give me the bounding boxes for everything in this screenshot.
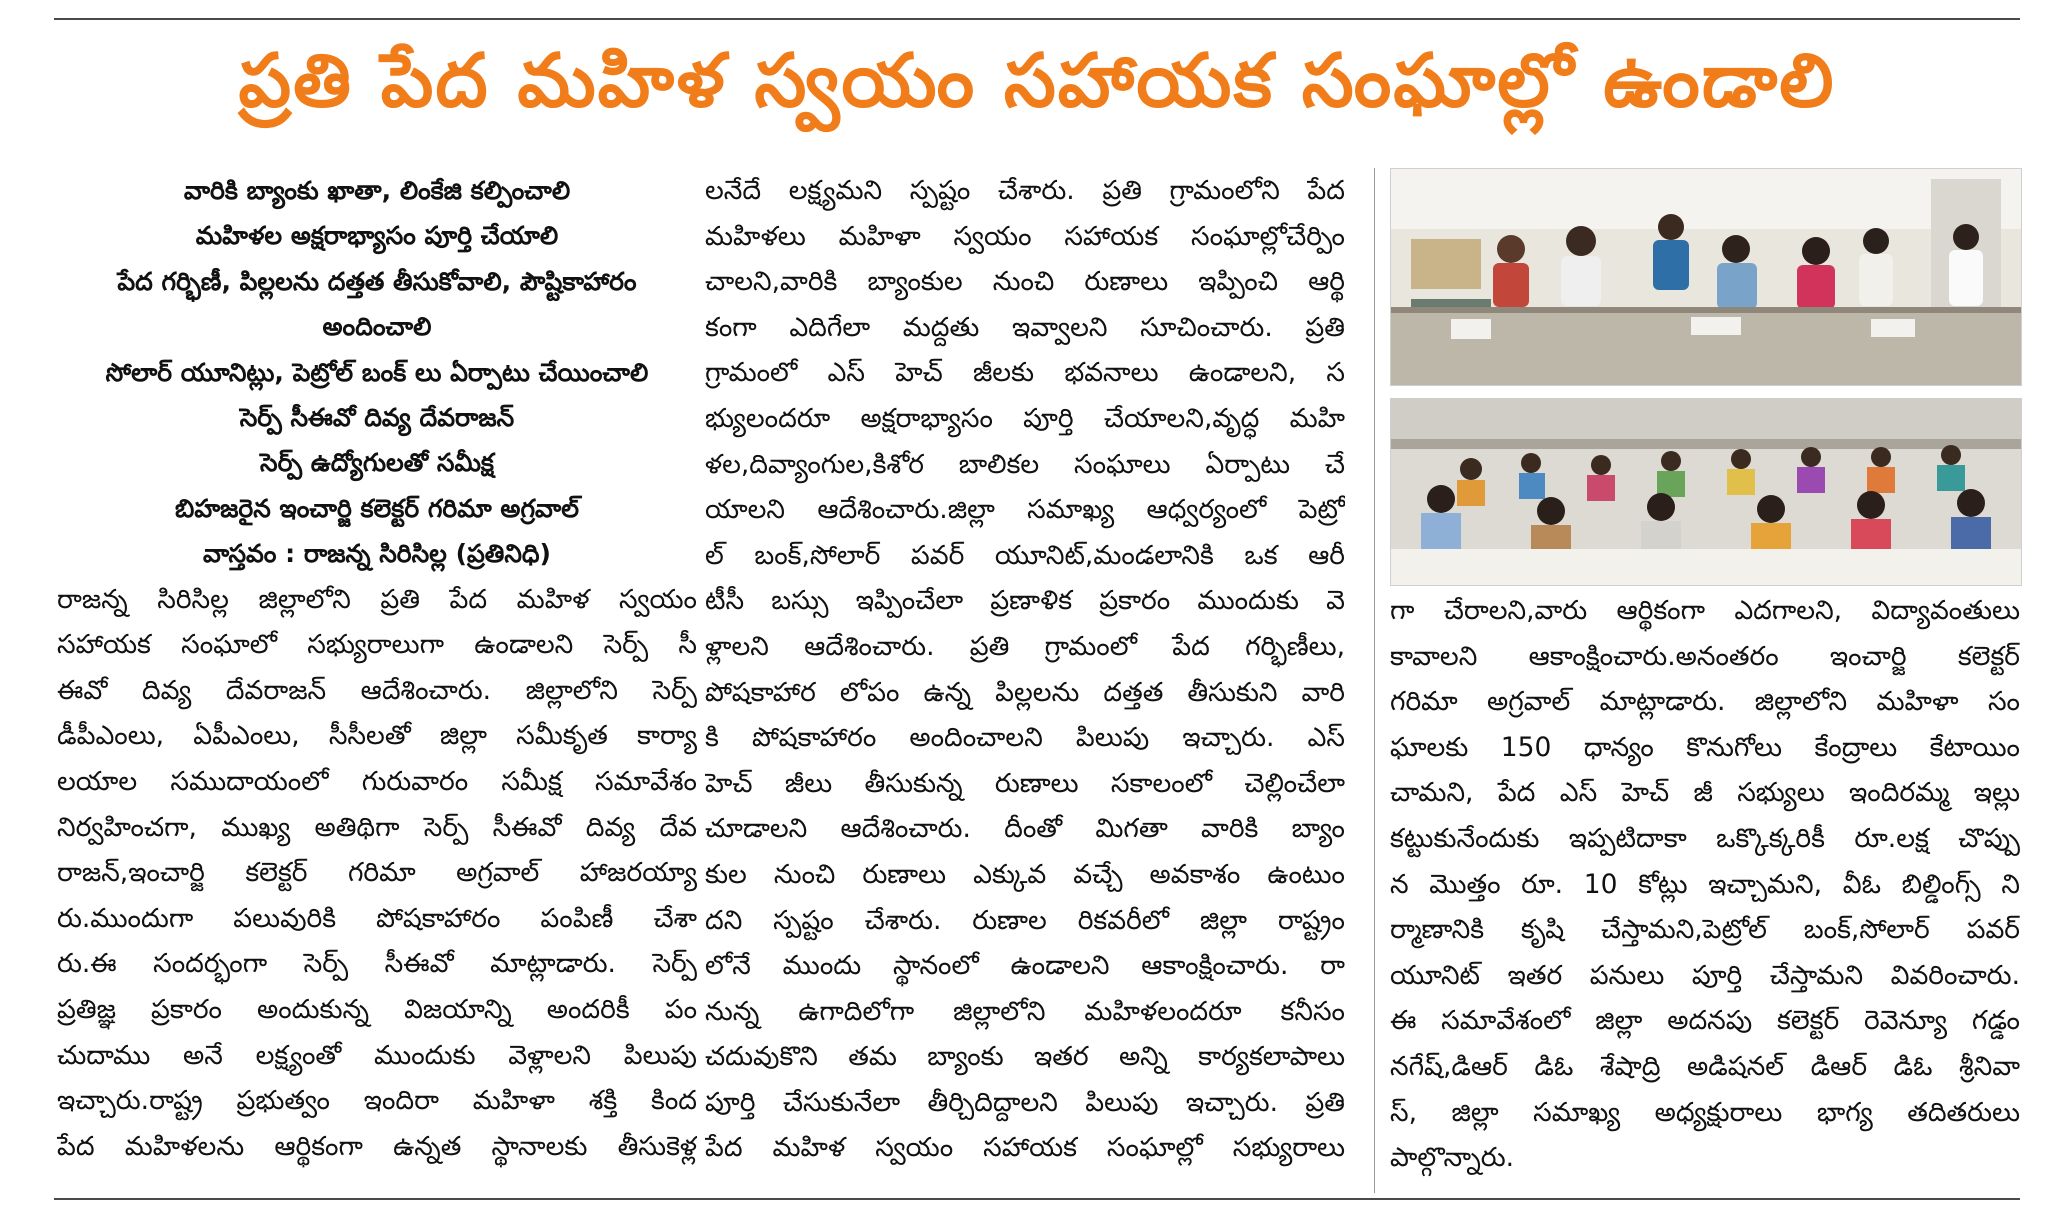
- body-line: యూనిట్ ఇతర పనులు పూర్తి చేస్తామని వివరించారు.: [1390, 959, 2020, 991]
- body-line: రాజన్,ఇంచార్జి కలెక్టర్ గరిమా అగ్రవాల్ హాజరయ్యా: [57, 857, 697, 889]
- body-line: లనేదే లక్ష్యమని స్పష్టం చేశారు. ప్రతి గ్రామంలోని పేద: [705, 175, 1345, 206]
- body-line: ఈ సమావేశంలో జిల్లా అదనపు కలెక్టర్ రెవెన్యూ గడ్డం: [1390, 1005, 2020, 1037]
- dateline: వాస్తవం : రాజన్న సిరిసిల్ల (ప్రతినిధి): [203, 539, 551, 569]
- body-line: రు.ముందుగా పలువురికి పోషకాహారం పంపిణీ చేశా: [57, 902, 697, 934]
- body-line: పూర్తి చేసుకునేలా తీర్చిదిద్దాలని పిలుపు ఇచ్చారు. ప్రతి: [705, 1086, 1345, 1118]
- meeting-photo-2: [1391, 399, 2021, 585]
- body-line: గ్రామంలో ఎస్ హెచ్ జీలకు భవనాలు ఉండాలని, స: [705, 357, 1345, 389]
- body-line: కంగా ఎదిగేలా మద్దతు ఇవ్వాలని సూచించారు. ప్రతి: [705, 311, 1345, 343]
- subhead: వారికి బ్యాంకు ఖాతా, లింకేజి కల్పించాలి: [183, 176, 571, 205]
- subhead: సెర్ప్ ఉద్యోగులతో సమీక్ష: [260, 448, 494, 478]
- body-line: పేద మహిళ స్వయం సహాయక సంఘాల్లో సభ్యురాలు: [705, 1132, 1345, 1164]
- meeting-photo-1: [1391, 169, 2021, 385]
- body-line: ప్రతిజ్ఞ ప్రకారం అందుకున్న విజయాన్ని అందరికీ పం: [57, 994, 697, 1025]
- body-line: న మొత్తం రూ. 10 కోట్లు ఇచ్చామని, వీఓ బిల్డింగ్స్ ని: [1390, 868, 2020, 900]
- body-line: పాల్గొన్నారు.: [1390, 1142, 1515, 1174]
- body-line: టీసీ బస్సు ఇప్పించేలా ప్రణాళిక ప్రకారం ముందుకు వె: [705, 585, 1345, 617]
- body-line: లయాల సముదాయంలో గురువారం సమీక్ష సమావేశం: [57, 766, 697, 798]
- subhead: బిహజరైన ఇంచార్జి కలెక్టర్ గరిమా అగ్రవాల్: [175, 493, 579, 523]
- body-line: చుదాము అనే లక్ష్యంతో ముందుకు వెళ్లాలని పిలుపు: [57, 1039, 697, 1071]
- body-line: ఈవో దివ్య దేవరాజన్ ఆదేశించారు. జిల్లాలోని సెర్ప్: [57, 674, 697, 706]
- subhead: మహిళల అక్షరాభ్యాసం పూర్తి చేయాలి: [195, 221, 559, 251]
- body-line: కుల నుంచి రుణాలు ఎక్కువ వచ్చే అవకాశం ఉంటుం: [705, 858, 1345, 890]
- top-rule: [54, 18, 2020, 20]
- body-line: చూడాలని ఆదేశించారు. దీంతో మిగతా వారికి బ్యాం: [705, 813, 1345, 845]
- body-line: పోషకాహార లోపం ఉన్న పిల్లలను దత్తత తీసుకుని వారి: [705, 676, 1345, 708]
- column-2: [705, 168, 1345, 1171]
- body-line: లోనే ముందు స్థానంలో ఉండాలని ఆకాంక్షించారు. రా: [705, 950, 1345, 982]
- body-line: ళ్లాలని ఆదేశించారు. ప్రతి గ్రామంలో పేద గర్భిణీలు,: [705, 630, 1345, 662]
- body-line: భ్యులందరూ అక్షరాభ్యాసం పూర్తి చేయాలని,వృద్ధ మహి: [705, 402, 1345, 434]
- body-line: నున్న ఉగాదిలోగా జిల్లాలోని మహిళలందరూ కనీసం: [705, 995, 1345, 1027]
- subhead: సోలార్ యూనిట్లు, పెట్రోల్ బంక్ లు ఏర్పాటు చేయించాలి: [105, 357, 649, 387]
- body-line: యాలని ఆదేశించారు.జిల్లా సమాఖ్య ఆధ్వర్యంలో పెట్రో: [705, 494, 1345, 526]
- body-line: గా చేరాలని,వారు ఆర్థికంగా ఎదగాలని, విద్యావంతులు: [1390, 595, 2020, 626]
- body-line: ల్ బంక్,సోలార్ పవర్ యూనిట్,మండలానికి ఒక ఆరీ: [705, 539, 1345, 571]
- body-line: ళల,దివ్యాంగుల,కిశోర బాలికల సంఘాలు ఏర్పాటు చే: [705, 448, 1345, 480]
- column-divider: [1374, 168, 1375, 1193]
- photo-officials-at-head-table: [1390, 168, 2022, 386]
- body-line: కట్టుకునేందుకు ఇప్పటిదాకా ఒక్కొక్కరికీ రూ.లక్ష చొప్పు: [1390, 822, 2020, 854]
- body-line: పేద మహిళలను ఆర్థికంగా ఉన్నత స్థానాలకు తీసుకెళ్ల: [57, 1130, 697, 1162]
- body-line: దని స్పష్టం చేశారు. రుణాల రికవరీలో జిల్లా రాష్ట్రం: [705, 904, 1345, 936]
- body-line: చామని, పేద ఎస్ హెచ్ జీ సభ్యులు ఇందిరమ్మ ఇల్లు: [1390, 777, 2020, 809]
- bottom-rule: [54, 1198, 2020, 1200]
- body-line: రు.ఈ సందర్భంగా సెర్ప్ సీఈవో మాట్లాడారు. సెర్ప్: [57, 948, 697, 980]
- column-3: [1390, 588, 2020, 1181]
- body-line: సహాయక సంఘాలో సభ్యురాలుగా ఉండాలని సెర్ప్ సీ: [57, 629, 697, 661]
- photo-audience-at-meeting: [1390, 398, 2022, 586]
- body-line: ఘాలకు 150 ధాన్యం కొనుగోలు కేంద్రాలు కేటాయిం: [1390, 731, 2020, 763]
- subhead: పేద గర్భిణీ, పిల్లలను దత్తత తీసుకోవాలి, పౌష్టికాహారం: [117, 266, 637, 296]
- subhead: అందించాలి: [322, 312, 432, 342]
- body-line: నగేష్,డిఆర్ డిఓ శేషాద్రి అడిషనల్ డిఆర్ డిఓ శ్రీనివా: [1390, 1050, 2020, 1082]
- body-line: చదువుకొని తమ బ్యాంకు ఇతర అన్ని కార్యకలాపాలు: [705, 1041, 1345, 1073]
- body-line: చాలని,వారికి బ్యాంకుల నుంచి రుణాలు ఇప్పించి ఆర్థి: [705, 266, 1345, 298]
- body-line: స్, జిల్లా సమాఖ్య అధ్యక్షురాలు భాగ్య తదితరులు: [1390, 1096, 2020, 1128]
- body-line: కావాలని ఆకాంక్షించారు.అనంతరం ఇంచార్జి కలెక్టర్: [1390, 640, 2020, 672]
- body-line: డీపీఎంలు, ఏపీఎంలు, సీసీలతో జిల్లా సమీకృత కార్యా: [57, 720, 697, 752]
- subhead: సెర్ప్ సీఈవో దివ్య దేవరాజన్: [239, 403, 515, 433]
- body-line: నిర్వహించగా, ముఖ్య అతిథిగా సెర్ప్ సీఈవో దివ్య దేవ: [57, 811, 697, 843]
- column-1: [57, 168, 697, 1169]
- body-line: గరిమా అగ్రవాల్ మాట్లాడారు. జిల్లాలోని మహిళా సం: [1390, 686, 2020, 718]
- headline: ప్రతి పేద మహిళ స్వయం సహాయక సంఘాల్లో ఉండాలి: [238, 37, 1836, 124]
- body-line: మహిళలు మహిళా స్వయం సహాయక సంఘాల్లోచేర్పిం: [705, 220, 1345, 252]
- body-line: కి పోషకాహారం అందించాలని పిలుపు ఇచ్చారు. ఎస్: [705, 722, 1345, 754]
- body-line: ర్మాణానికి కృషి చేస్తామని,పెట్రోల్ బంక్,సోలార్ పవర్: [1390, 914, 2020, 946]
- body-line: ఇచ్చారు.రాష్ట్ర ప్రభుత్వం ఇందిరా మహిళా శక్తి కింద: [57, 1085, 697, 1117]
- body-line: రాజన్న సిరిసిల్ల జిల్లాలోని ప్రతి పేద మహిళ స్వయం: [57, 583, 697, 615]
- body-line: హెచ్ జీలు తీసుకున్న రుణాలు సకాలంలో చెల్లించేలా: [705, 767, 1345, 799]
